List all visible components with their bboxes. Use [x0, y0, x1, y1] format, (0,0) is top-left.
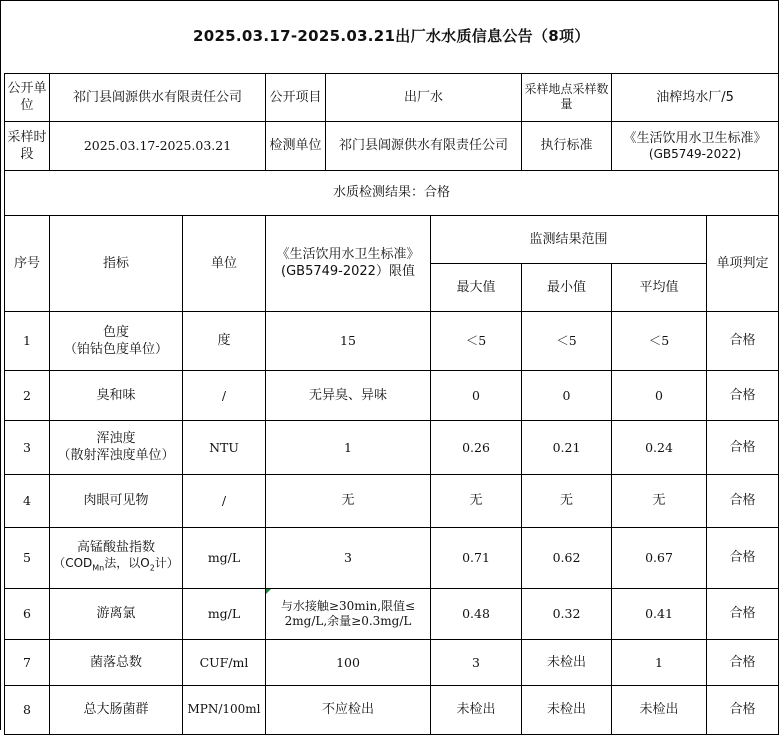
row-limit: 1: [266, 420, 431, 474]
header-limit-line2: (GB5749-2022）限值: [281, 264, 415, 279]
row-verdict: 合格: [707, 311, 779, 370]
row-verdict: 合格: [707, 527, 779, 588]
row-limit: 3: [266, 527, 431, 588]
row-verdict: 合格: [707, 370, 779, 420]
site-label: 采样地点采样数量: [522, 73, 612, 121]
row-max: 3: [431, 639, 522, 685]
row-min: 无: [522, 474, 612, 527]
row-max: 0: [431, 370, 522, 420]
row-index: 2: [5, 370, 50, 420]
row-avg: 0.41: [612, 588, 707, 639]
table-row: [5, 639, 779, 685]
row-min: 0.21: [522, 420, 612, 474]
row-indicator: [50, 311, 183, 370]
row-min: 未检出: [522, 639, 612, 685]
row-min: 0.32: [522, 588, 612, 639]
row-indicator: 游离氯: [50, 588, 183, 639]
row-avg: 1: [612, 639, 707, 685]
row-avg: 0.24: [612, 420, 707, 474]
standard-value-line1: 《生活饮用水卫生标准》: [623, 130, 767, 146]
row-limit: 无异臭、异味: [266, 370, 431, 420]
row-verdict: 合格: [707, 474, 779, 527]
row-index: 8: [5, 685, 50, 734]
header-verdict: 单项判定: [707, 215, 779, 311]
row-verdict: 合格: [707, 420, 779, 474]
header-limit-line1: 《生活饮用水卫生标准》: [276, 247, 420, 262]
row-indicator: 总大肠菌群: [50, 685, 183, 734]
indicator-name: 浑浊度: [96, 431, 136, 446]
row-unit: /: [183, 370, 266, 420]
publisher-label: 公开单位: [5, 73, 50, 121]
cell-note-marker: [266, 589, 271, 594]
item-label: 公开项目: [266, 73, 326, 121]
limit-line1: 与水接触≥30min,限值≤: [280, 598, 416, 613]
indicator-name: 高锰酸盐指数: [76, 540, 155, 556]
page-title: 2025.03.17-2025.03.21出厂水水质信息公告（8项）: [5, 0, 779, 73]
row-avg: 未检出: [612, 685, 707, 734]
limit-line2: 2mg/L,余量≥0.3mg/L: [284, 613, 412, 628]
table-row: [5, 311, 779, 370]
indicator-name: 色度: [102, 324, 129, 340]
period-label: 采样时段: [5, 121, 50, 170]
standard-value: [612, 121, 779, 170]
period-value: 2025.03.17-2025.03.21: [50, 121, 266, 170]
table-row: [5, 474, 779, 527]
row-limit: [266, 588, 431, 639]
row-max: 0.71: [431, 527, 522, 588]
row-indicator: [50, 527, 183, 588]
row-max: 无: [431, 474, 522, 527]
row-max: ＜5: [431, 311, 522, 370]
header-avg: 平均值: [612, 263, 707, 311]
row-index: 6: [5, 588, 50, 639]
header-indicator: 指标: [50, 215, 183, 311]
row-max: 0.48: [431, 588, 522, 639]
row-limit: 100: [266, 639, 431, 685]
row-avg: 0: [612, 370, 707, 420]
row-index: 4: [5, 474, 50, 527]
row-index: 3: [5, 420, 50, 474]
row-indicator: 臭和味: [50, 370, 183, 420]
row-unit: CUF/ml: [183, 639, 266, 685]
row-index: 5: [5, 527, 50, 588]
item-value: 出厂水: [326, 73, 522, 121]
table-row: [5, 588, 779, 639]
row-indicator: 菌落总数: [50, 639, 183, 685]
table-row: [5, 685, 779, 734]
header-range: 监测结果范围: [431, 215, 707, 263]
site-value: 油榨坞水厂/5: [612, 73, 779, 121]
tester-value: 祁门县阊源供水有限责任公司: [326, 121, 522, 170]
table-row: [5, 420, 779, 474]
row-index: 7: [5, 639, 50, 685]
row-unit: mg/L: [183, 527, 266, 588]
header-max: 最大值: [431, 263, 522, 311]
row-min: 0: [522, 370, 612, 420]
indicator-note: （散射浑浊度单位）: [57, 448, 175, 463]
row-index: 1: [5, 311, 50, 370]
table-row: [5, 370, 779, 420]
row-unit: MPN/100ml: [183, 685, 266, 734]
row-verdict: 合格: [707, 685, 779, 734]
header-limit: [266, 215, 431, 311]
header-index: 序号: [5, 215, 50, 311]
row-unit: 度: [183, 311, 266, 370]
indicator-note: （铂钴色度单位）: [63, 341, 168, 357]
row-min: 0.62: [522, 527, 612, 588]
row-limit: 15: [266, 311, 431, 370]
header-min: 最小值: [522, 263, 612, 311]
row-unit: /: [183, 474, 266, 527]
tester-label: 检测单位: [266, 121, 326, 170]
row-indicator: [50, 420, 183, 474]
row-min: 未检出: [522, 685, 612, 734]
water-quality-table: [4, 0, 779, 735]
row-indicator: 肉眼可见物: [50, 474, 183, 527]
row-avg: 无: [612, 474, 707, 527]
header-unit: 单位: [183, 215, 266, 311]
row-max: 0.26: [431, 420, 522, 474]
row-max: 未检出: [431, 685, 522, 734]
standard-value-line2: (GB5749-2022): [648, 146, 742, 161]
summary-result: 水质检测结果：合格: [5, 170, 779, 215]
standard-label: 执行标准: [522, 121, 612, 170]
row-unit: NTU: [183, 420, 266, 474]
row-min: ＜5: [522, 311, 612, 370]
publisher-value: 祁门县阊源供水有限责任公司: [50, 73, 266, 121]
indicator-note: （$COD_{Mn}$法，以$O_2$计）: [53, 556, 179, 573]
row-unit: mg/L: [183, 588, 266, 639]
row-limit: 无: [266, 474, 431, 527]
row-limit: 不应检出: [266, 685, 431, 734]
table-row: [5, 527, 779, 588]
row-verdict: 合格: [707, 588, 779, 639]
row-avg: 0.67: [612, 527, 707, 588]
row-verdict: 合格: [707, 639, 779, 685]
row-avg: ＜5: [612, 311, 707, 370]
